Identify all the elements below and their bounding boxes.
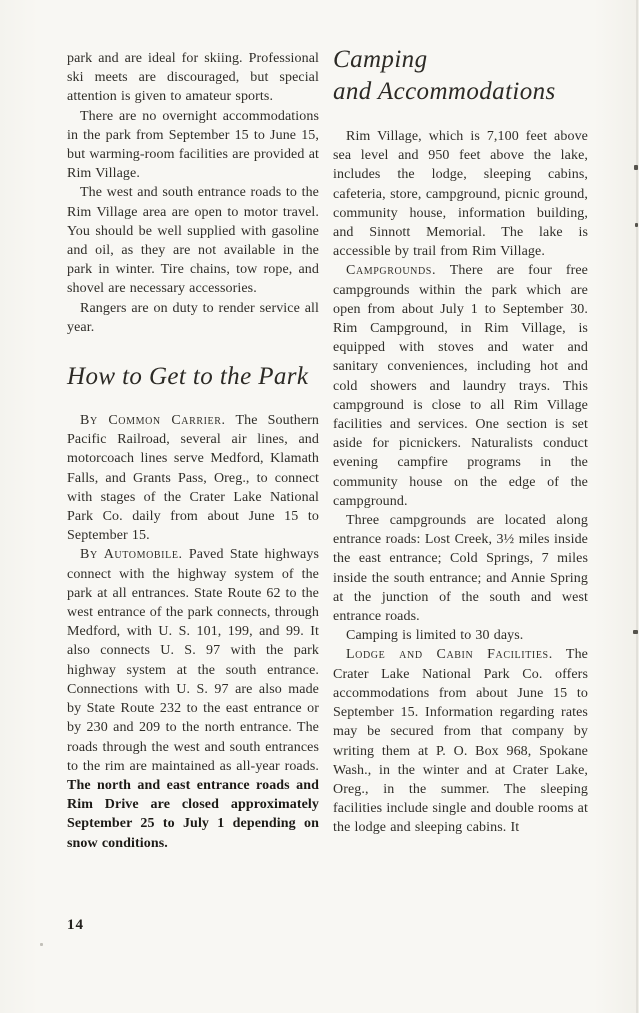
- paragraph-common-carrier: [67, 411, 319, 545]
- paragraph-rim-village: Rim Village, which is 7,100 feet above sea level and 950 feet above the lake, includes the lodge, sleeping cabins, cafeteria, store, campground, picnic ground, community house, information building, and Sinnott Memorial. The lake is accessible by trail from Rim Village.: [333, 129, 588, 260]
- scan-speck: [633, 630, 638, 634]
- page-number: 14: [67, 917, 84, 933]
- paragraph-text: Paved State highways connect with the highway system of the park at all entrances. State Route 62 to the west entrance of the park connects, through Medford, with U. S. 101, 199, and 99. It also connects U. S. 97 with the park highway system at the south entrance. Connections with U. S. 97 are also made by State Route 232 to the east entrance or by 230 and 209 to the north entrance. The roads through the west and south entrances to the rim are maintained as all-year roads.: [67, 547, 320, 774]
- section-heading-camping-and-accommodations: [333, 44, 588, 107]
- paragraph-lodge-facilities: [333, 645, 588, 837]
- scan-speck: [635, 223, 638, 227]
- paragraph-campgrounds: [333, 261, 588, 511]
- lead-in-lodge-facilities: Lodge and Cabin Facilities.: [346, 647, 553, 663]
- paragraph-three-campgrounds: Three campgrounds are located along entrance roads: Lost Creek, 3½ miles inside the east entrance; Cold Springs, 7 miles inside the south entrance; and Annie Spring at the junction of the south and west entrance roads.: [333, 513, 588, 625]
- paragraph-text: There are four free campgrounds within the park which are open from about July 1 to September 30. Rim Campground, in Rim Village, is equipped with stoves and water and sanitary conveniences, including hot and cold showers and laundry trays. This campground is close to all Rim Village facilities and services. One section is set aside for picnickers. Naturalists conduct evening campfire programs in the community house on the edge of the campground.: [333, 263, 588, 509]
- lead-in-common-carrier: By Common Carrier.: [80, 413, 226, 429]
- lead-in-campgrounds: Campgrounds.: [346, 263, 437, 279]
- section-heading-how-to-get-to-the-park: How to Get to the Park: [67, 363, 309, 391]
- bold-road-closure-notice: The north and east entrance roads and Rim Drive are closed approximately September 25 to July 1 depending on snow conditions.: [67, 777, 319, 851]
- paragraph-camping-limit: Camping is limited to 30 days.: [346, 628, 524, 644]
- paragraph-automobile: [67, 545, 319, 852]
- heading-line-2: and Accommodations: [333, 77, 556, 105]
- scan-speck: [40, 943, 43, 946]
- paragraph-text: The Southern Pacific Railroad, several air lines, and motorcoach lines serve Medford, Klamath Falls, and Grants Pass, Oreg., to connect with stages of the Crater Lake National Park Co. daily from about June 15 to September 15.: [67, 413, 319, 544]
- lead-in-automobile: By Automobile.: [80, 547, 183, 563]
- left-column: [67, 49, 319, 853]
- paragraph-skiing: park and are ideal for skiing. Professional ski meets are discouraged, but special attention is given to amateur sports.: [67, 51, 319, 105]
- paragraph-no-overnight: There are no overnight accommodations in the park from September 15 to June 15, but warming-room facilities are provided at Rim Village.: [67, 108, 319, 182]
- page-edge-shadow: [636, 0, 638, 1013]
- scan-speck: [634, 165, 638, 170]
- right-column: [333, 44, 588, 838]
- paragraph-text: The Crater Lake National Park Co. offers accommodations from about June 15 to September 15. Information regarding rates may be secured from that company by writing them at P. O. Box 968, Spokane Wash., in the winter and at Crater Lake, Oreg., in the summer. The sleeping facilities include single and double rooms at the lodge and sleeping cabins. It: [333, 647, 588, 836]
- paragraph-entrance-roads: The west and south entrance roads to the Rim Village area are open to motor travel. You should be well supplied with gasoline and oil, as they are not available in the park in winter. Tire chains, tow rope, and shovel are necessary accessories.: [67, 185, 319, 297]
- paragraph-rangers: Rangers are on duty to render service all year.: [67, 300, 319, 335]
- heading-line-1: Camping: [333, 46, 428, 73]
